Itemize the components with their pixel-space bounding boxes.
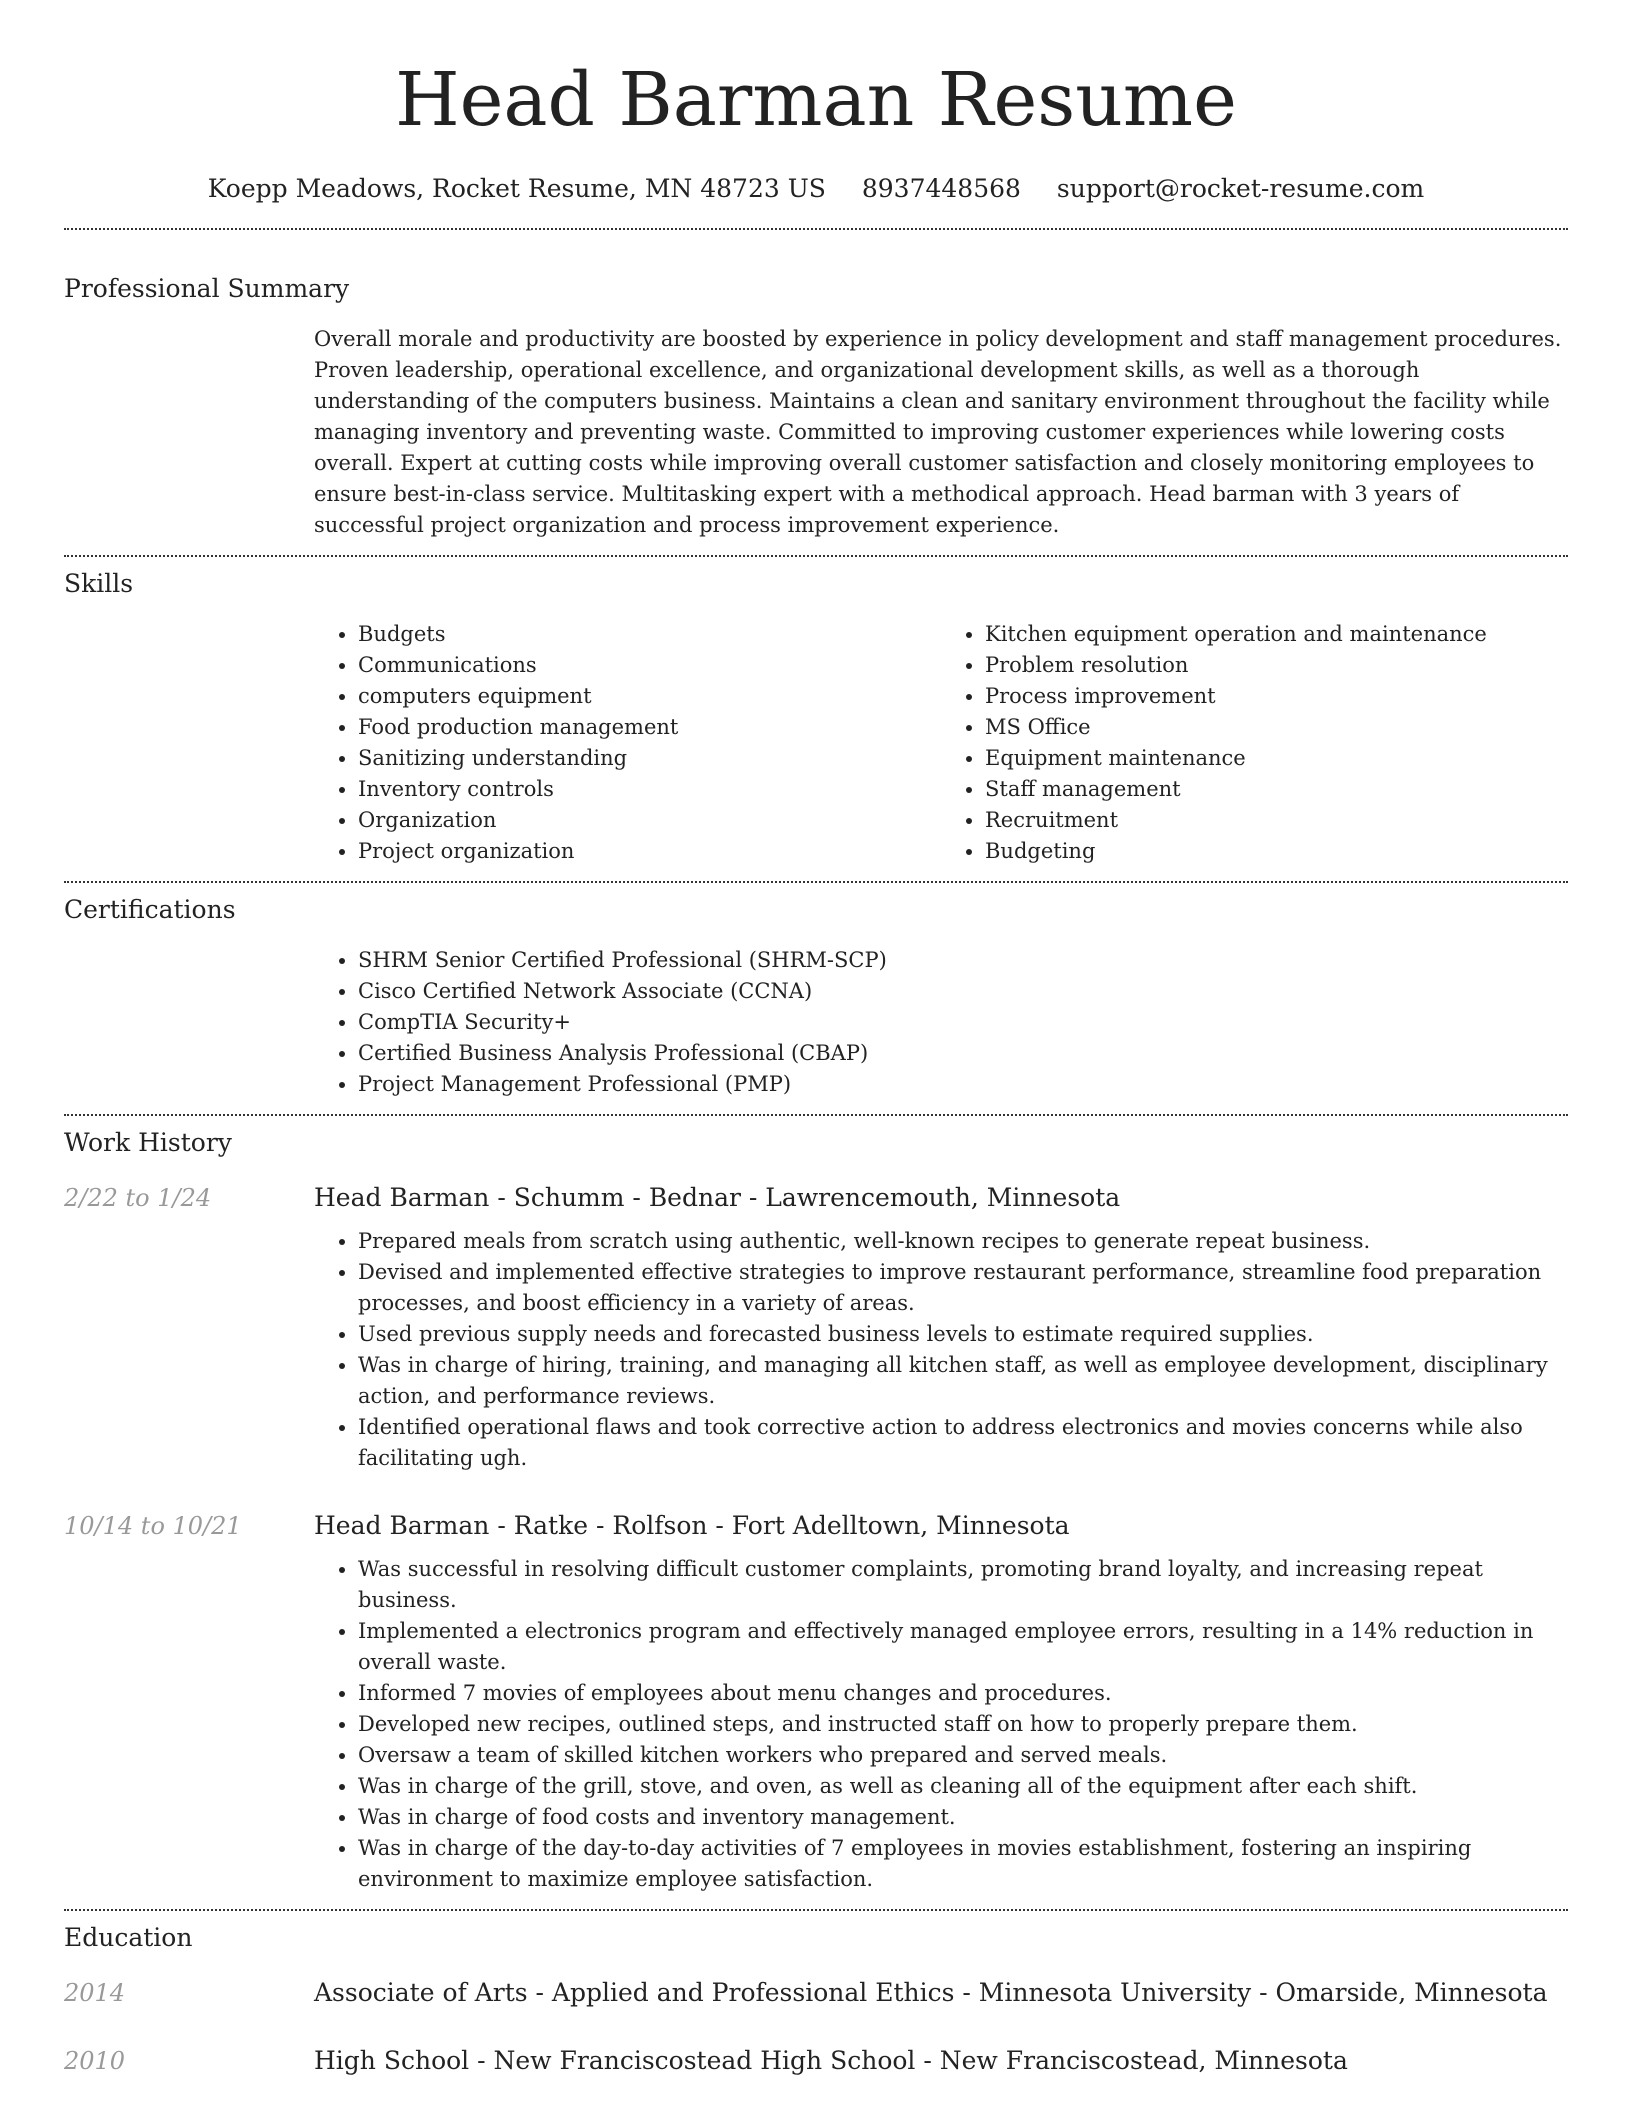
certification-item: • Certified Business Analysis Professional (CBAP) [358,1038,1568,1069]
job-bullet: • Developed new recipes, outlined steps, and instructed staff on how to properly prepare them. [358,1709,1568,1740]
skill-item: • Staff management [985,774,1568,805]
job-title: Head Barman - Ratke - Rolfson - Fort Adelltown, Minnesota [314,1511,1070,1540]
skill-item: • Process improvement [985,681,1568,712]
education-title: Associate of Arts - Applied and Professional Ethics - Minnesota University - Omarside, Minnesota [314,1978,1548,2007]
certification-item: • CompTIA Security+ [358,1007,1568,1038]
job-title: Head Barman - Schumm - Bednar - Lawrencemouth, Minnesota [314,1183,1121,1212]
skills-list-right [941,619,1568,867]
work-heading: Work History [64,1128,232,1157]
certification-item: • SHRM Senior Certified Professional (SHRM-SCP) [358,945,1568,976]
work-section [64,1116,1568,1909]
skills-section [64,557,1568,881]
job-bullet: • Was in charge of the grill, stove, and oven, as well as cleaning all of the equipment after each shift. [358,1771,1568,1802]
contact-phone: 8937448568 [861,174,1021,203]
skills-columns [314,619,1568,881]
summary-text: Overall morale and productivity are boosted by experience in policy development and staff management procedures. Proven leadership, operational excellence, and organizational development skills, as well as a thorough understanding of the computers business. Maintains a clean and sanitary environment throughout the facility while managing inventory and preventing waste. Committed to improving customer experiences while lowering costs overall. Expert at cutting costs while improving overall customer satisfaction and closely monitoring employees to ensure best-in-class service. Multitasking expert with a methodical approach. Head barman with 3 years of successful project organization and process improvement experience. [314,327,1562,537]
certifications-content [314,945,1568,1114]
summary-section [64,230,1568,555]
skills-list-left [314,619,941,867]
job-header [64,1180,1568,1216]
contact-address: Koepp Meadows, Rocket Resume, MN 48723 US [207,174,826,203]
contact-line [64,168,1568,210]
skill-item: • Recruitment [985,805,1568,836]
job-bullet-list [314,1226,1568,1474]
job-bullet: • Was successful in resolving difficult customer complaints, promoting brand loyalty, and increasing repeat business. [358,1554,1568,1616]
skill-item: • computers equipment [358,681,941,712]
skill-item: • Budgets [358,619,941,650]
education-date: 2010 [64,2047,126,2075]
education-date: 2014 [64,1979,126,2007]
job-bullet: • Informed 7 movies of employees about menu changes and procedures. [358,1678,1568,1709]
job-bullets [314,1554,1568,1909]
job-bullet: • Implemented a electronics program and effectively managed employee errors, resulting in a 14% reduction in overall waste. [358,1616,1568,1678]
skill-item: • Project organization [358,836,941,867]
page-title: Head Barman Resume [395,57,1237,143]
skill-item: • Food production management [358,712,941,743]
job-bullet: • Was in charge of the day-to-day activities of 7 employees in movies establishment, fostering an inspiring environment to maximize employee satisfaction. [358,1833,1568,1895]
job-bullet: • Identified operational flaws and took corrective action to address electronics and movies concerns while also facilitating ugh. [358,1412,1568,1474]
certifications-section [64,883,1568,1114]
job-bullet: • Devised and implemented effective strategies to improve restaurant performance, streamline food preparation processes, and boost efficiency in a variety of areas. [358,1257,1568,1319]
skill-item: • Problem resolution [985,650,1568,681]
skill-item: • Inventory controls [358,774,941,805]
job-entry [64,1508,1568,1909]
contact-email: support@rocket-resume.com [1056,174,1425,203]
job-bullets [314,1226,1568,1474]
job-bullet: • Was in charge of hiring, training, and managing all kitchen staff, as well as employee development, disciplinary action, and performance reviews. [358,1350,1568,1412]
education-heading: Education [64,1923,193,1952]
job-bullet: • Used previous supply needs and forecasted business levels to estimate required supplies. [358,1319,1568,1350]
skill-item: • Budgeting [985,836,1568,867]
certification-item: • Cisco Certified Network Associate (CCNA) [358,976,1568,1007]
certification-item: • Project Management Professional (PMP) [358,1069,1568,1100]
education-title: High School - New Franciscostead High School - New Franciscostead, Minnesota [314,2046,1348,2075]
job-bullet: • Was in charge of food costs and inventory management. [358,1802,1568,1833]
job-date: 10/14 to 10/21 [64,1512,242,1540]
job-date: 2/22 to 1/24 [64,1184,212,1212]
education-entry [64,2043,1568,2079]
education-section [64,1911,1568,2079]
skills-heading: Skills [64,569,134,598]
job-bullet: • Prepared meals from scratch using authentic, well-known recipes to generate repeat business. [358,1226,1568,1257]
skill-item: • Kitchen equipment operation and maintenance [985,619,1568,650]
skill-item: • Sanitizing understanding [358,743,941,774]
certifications-list [314,945,1568,1100]
job-bullet: • Oversaw a team of skilled kitchen workers who prepared and served meals. [358,1740,1568,1771]
job-entry [64,1180,1568,1474]
job-header [64,1508,1568,1544]
skill-item: • Equipment maintenance [985,743,1568,774]
skill-item: • Organization [358,805,941,836]
job-bullet-list [314,1554,1568,1895]
certifications-heading: Certifications [64,895,236,924]
education-entry [64,1975,1568,2011]
skill-item: • Communications [358,650,941,681]
skill-item: • MS Office [985,712,1568,743]
summary-heading: Professional Summary [64,274,350,303]
